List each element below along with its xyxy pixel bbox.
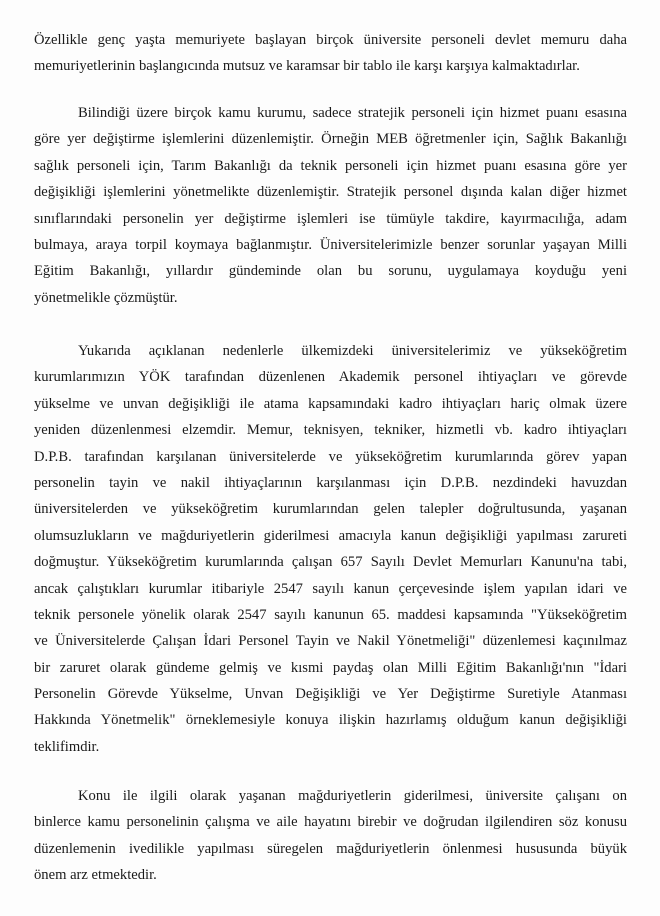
text-line: olumsuzlukların ve mağduriyetlerin giderilmesi amacıyla kanun değişikliği yapılması zarureti: [34, 527, 627, 544]
paragraph-4: [34, 783, 627, 889]
text-line: yönetmelikle çözmüştür.: [34, 289, 178, 306]
text-line: Personelin Görevde Yükselme, Unvan Değişikliği ve Yer Değiştirme Suretiyle Atanması: [34, 686, 627, 703]
text-line: teklifimdir.: [34, 738, 100, 755]
text-line: göre yer değiştirme işlemlerini düzenlemiştir. Örneğin MEB öğretmenler için, Sağlık Bakanlığı: [34, 131, 627, 148]
text-line: personelin tayin ve nakil ihtiyaçlarının karşılanması için D.P.B. nezdindeki havuzdan: [34, 474, 627, 491]
text-line: Özellikle genç yaşta memuriyete başlayan birçok üniversite personeli devlet memuru daha: [34, 32, 627, 48]
text-line: bir zaruret olarak gündeme gelmiş ve kısmi paydaş olan Milli Eğitim Bakanlığı'nın "İdari: [34, 659, 627, 676]
text-line: ancak çalıştıkları kurumlar itibariyle 2547 sayılı kanun çerçevesinde işlem yapılan idari ve: [34, 580, 627, 597]
text-line: kurumlarımızın YÖK tarafından düzenlenen Akademik personel ihtiyaçları ve görevde: [34, 369, 627, 386]
text-line: bulmaya, araya torpil koymaya bağlanmıştır. Üniversitelerimizle benzer sorunlar yaşayan Milli: [34, 236, 627, 253]
text-line: doğmuştur. Yükseköğretim kurumlarında çalışan 657 Sayılı Devlet Memurları Kanunu'na tabi,: [34, 554, 627, 571]
paragraph-2: [34, 100, 627, 311]
text-line: Hakkında Yönetmelik" örneklemesiyle konuya ilişkin hazırlamış olduğum kanun değişikliği: [34, 712, 627, 729]
text-line: üniversitelerden ve yükseköğretim kurumlarından gelen talepler doğrultusunda, yaşanan: [34, 501, 627, 518]
text-line: Konu ile ilgili olarak yaşanan mağduriyetlerin giderilmesi, üniversite çalışanı on: [78, 788, 627, 804]
text-line: yükselme ve unvan değişikliği ile atama kapsamındaki kadro ihtiyaçları hariç olmak üzere: [34, 395, 627, 412]
text-line: değişikliği işlemlerini yönetmelikte düzenlemiştir. Stratejik personel dışında kalan diğer hizmet: [34, 184, 627, 201]
text-line: düzenlemenin ivedilikle yapılması süregelen mağduriyetlerin önlenmesi hususunda büyük: [34, 840, 627, 857]
text-line: yeniden düzenlenmesi elzemdir. Memur, teknisyen, tekniker, hizmetli vb. kadro ihtiyaçları: [34, 422, 627, 439]
text-line: ve Üniversitelerde Çalışan İdari Personel Tayin ve Nakil Yönetmeliği" düzenlemesi kaçınılmaz: [34, 633, 627, 650]
text-line: Eğitim Bakanlığı, yıllardır gündeminde olan bu sorunu, uygulamaya koyduğu yeni: [34, 263, 627, 280]
text-line: memuriyetlerinin başlangıcında mutsuz ve karamsar bir tablo ile karşı karşıya kalmaktadırlar.: [34, 58, 580, 75]
text-line: Bilindiği üzere birçok kamu kurumu, sadece stratejik personeli için hizmet puanı esasına: [78, 105, 627, 121]
text-line: D.P.B. tarafından karşılanan üniversitelerde ve yükseköğretim kurumlarında görev yapan: [34, 448, 627, 465]
text-line: sağlık personeli için, Tarım Bakanlığı da teknik personeli için hizmet puanı esasına göre yer: [34, 157, 627, 174]
text-line: önem arz etmektedir.: [34, 867, 157, 884]
paragraph-3: [34, 338, 627, 760]
text-line: binlerce kamu personelinin çalışma ve aile hayatını birebir ve doğrudan ilgilendiren söz konusu: [34, 814, 627, 831]
text-line: Yukarıda açıklanan nedenlerle ülkemizdeki üniversitelerimiz ve yükseköğretim: [78, 343, 627, 359]
text-line: sınıflarındaki personelin yer değiştirme işlemleri ise tümüyle takdire, kayırmacılığa, adam: [34, 210, 627, 227]
paragraph-1: [34, 27, 627, 80]
text-line: teknik personele yönelik olarak 2547 sayılı kanunun 65. maddesi kapsamında "Yükseköğretim: [34, 606, 627, 623]
